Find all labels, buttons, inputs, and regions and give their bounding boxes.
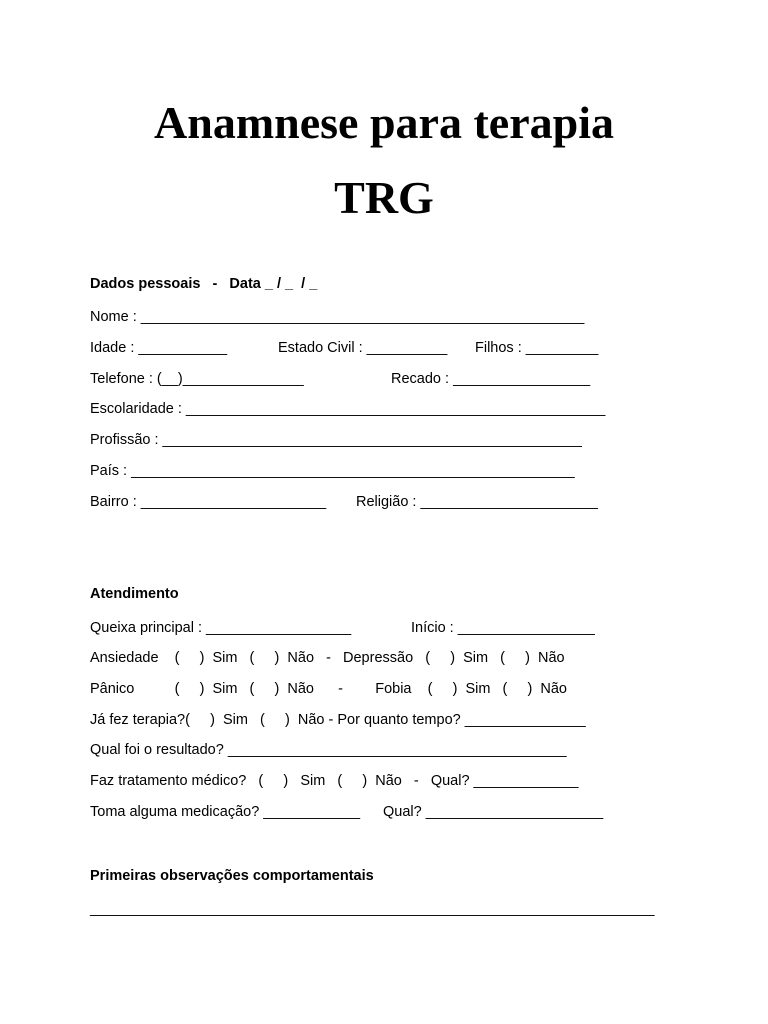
medicacao-field: Toma alguma medicação? ____________ bbox=[90, 804, 361, 820]
qual-field: Qual? ______________________ bbox=[383, 804, 604, 820]
observacoes-heading: Primeiras observações comportamentais bbox=[90, 868, 374, 884]
religiao-field: Religião : ______________________ bbox=[356, 494, 598, 510]
idade-field: Idade : ___________ bbox=[90, 340, 228, 356]
observacoes-line: ______________________________________________________________________ bbox=[90, 901, 655, 917]
dados-pessoais-heading: Dados pessoais - Data _ / _ / _ bbox=[90, 276, 318, 292]
telefone-field: Telefone : (__)_______________ bbox=[90, 371, 304, 387]
bairro-field: Bairro : _______________________ bbox=[90, 494, 327, 510]
filhos-field: Filhos : _________ bbox=[475, 340, 599, 356]
form-title: Anamnese para terapia bbox=[154, 97, 614, 148]
inicio-field: Início : _________________ bbox=[411, 620, 595, 636]
recado-field: Recado : _________________ bbox=[391, 371, 591, 387]
atendimento-heading: Atendimento bbox=[90, 586, 179, 602]
estado-civil-field: Estado Civil : __________ bbox=[278, 340, 448, 356]
tratamento-row: Faz tratamento médico? ( ) Sim ( ) Não - Qual? _____________ bbox=[90, 773, 579, 789]
queixa-field: Queixa principal : __________________ bbox=[90, 620, 352, 636]
form-subtitle: TRG bbox=[334, 172, 434, 223]
pais-field: País : _______________________________________________________ bbox=[90, 463, 575, 479]
ansiedade-depressao-row: Ansiedade ( ) Sim ( ) Não - Depressão ( ) Sim ( ) Não bbox=[90, 650, 565, 666]
escolaridade-field: Escolaridade : ____________________________________________________ bbox=[90, 401, 606, 417]
profissao-field: Profissão : ____________________________________________________ bbox=[90, 432, 582, 448]
resultado-row: Qual foi o resultado? __________________________________________ bbox=[90, 742, 567, 758]
terapia-row: Já fez terapia?( ) Sim ( ) Não - Por quanto tempo? _______________ bbox=[90, 712, 586, 728]
panico-fobia-row: Pânico ( ) Sim ( ) Não - Fobia ( ) Sim ( ) Não bbox=[90, 681, 567, 697]
nome-field: Nome : _______________________________________________________ bbox=[90, 309, 585, 325]
